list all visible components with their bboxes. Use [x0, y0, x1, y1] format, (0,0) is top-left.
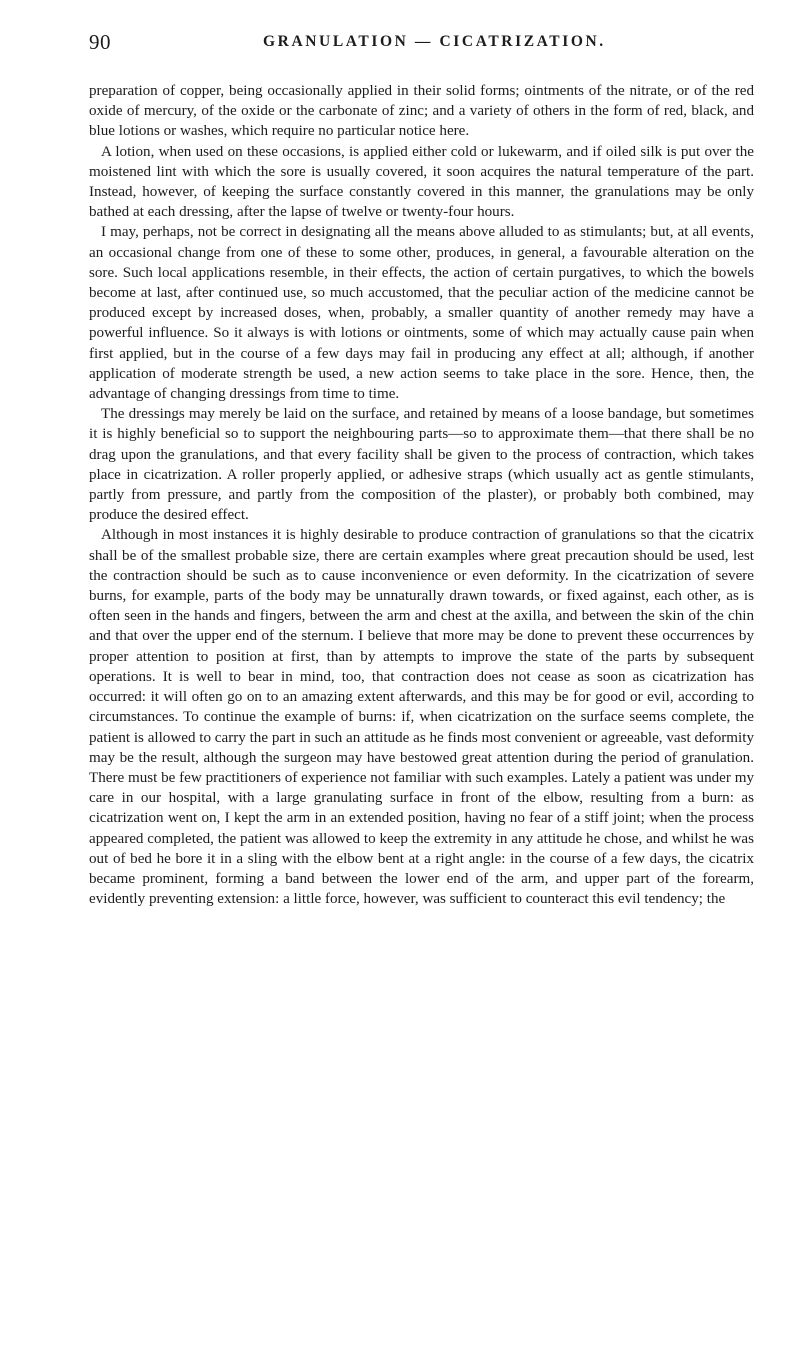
running-title: GRANULATION — CICATRIZATION. [263, 33, 606, 50]
paragraph-contraction: Although in most instances it is highly desirable to produce contraction of granulations so that the cicatrix shall be of the smallest probable size, there are certain examples where great precaution should be used, lest the contraction should be such as to cause inconvenience or even deformity. In the cicatrization of severe burns, for example, parts of the body may be unnaturally drawn towards, or fixed against, each other, as is often seen in the hands and fingers, between the arm and chest at the axilla, and between the skin of the chin and that over the upper end of the sternum. I believe that more may be done to prevent these occurrences by proper attention to position at first, than by attempts to improve the state of the parts by subsequent operations. It is well to bear in mind, too, that contraction does not cease as soon as cicatrization has occurred: it will often go on to an amazing extent afterwards, and this may be for good or evil, according to circumstances. To continue the example of burns: if, when cicatrization on the surface seems complete, the patient is allowed to carry the part in such an attitude as he finds most convenient or agreeable, vast deformity may be the result, although the surgeon may have bestowed great attention during the period of granulation. There must be few practitioners of experience not familiar with such examples. Lately a patient was under my care in our hospital, with a large granulating surface in front of the elbow, resulting from a burn: as cicatrization went on, I kept the arm in an extended position, having no fear of a stiff joint; when the process appeared completed, the patient was allowed to keep the extremity in any attitude he chose, and whilst he was out of bed he bore it in a sling with the elbow bent at a right angle: in the course of a few days, the cicatrix became prominent, forming a band between the lower end of the arm, and upper part of the forearm, evidently preventing extension: a little force, however, was sufficient to counteract this evil tendency; the [89, 527, 754, 908]
paragraph-stimulants: I may, perhaps, not be correct in designating all the means above alluded to as stimulants; but, at all events, an occasional change from one of these to some other, produces, in general, a favourable alteration on the sore. Such local applications resemble, in their effects, the action of certain purgatives, to which the bowels become at last, after continued use, so much accustomed, that the peculiar action of the medicine cannot be produced except by increased doses, when, probably, a smaller quantity of another remedy may have a powerful influence. So it always is with lotions or ointments, some of which may actually cause pain when first applied, but in the course of a few days may fail in producing any effect at all; although, if another application of moderate strength be used, a new action seems to take place in the sore. Hence, then, the advantage of changing dressings from time to time. [89, 224, 754, 403]
page-number: 90 [89, 30, 111, 54]
paragraph-dressings: The dressings may merely be laid on the surface, and retained by means of a loose bandage, but sometimes it is highly beneficial so to support the neighbouring parts—so to approximate them—that there shall be no drag upon the granulations, and that every facility shall be given to the process of contraction, which takes place in cicatrization. A roller properly applied, or adhesive straps (which usually act as gentle stimulants, partly from pressure, and partly from the composition of the plaster), or probably both combined, may produce the desired effect. [89, 406, 754, 524]
running-header [89, 30, 754, 56]
paragraph-lotion: A lotion, when used on these occasions, is applied either cold or lukewarm, and if oiled silk is put over the moistened lint with which the sore is usually covered, it soon acquires the natural temperature of the part. Instead, however, of keeping the surface constantly covered in this manner, the granulations may be only bathed at each dressing, after the lapse of twelve or twenty-four hours. [89, 143, 754, 221]
body-text [89, 81, 754, 909]
paragraph-continued: preparation of copper, being occasionally applied in their solid forms; ointments of the nitrate, or of the red oxide of mercury, of the oxide or the carbonate of zinc; and a variety of others in the form of red, black, and blue lotions or washes, which require no particular notice here. [89, 83, 754, 140]
